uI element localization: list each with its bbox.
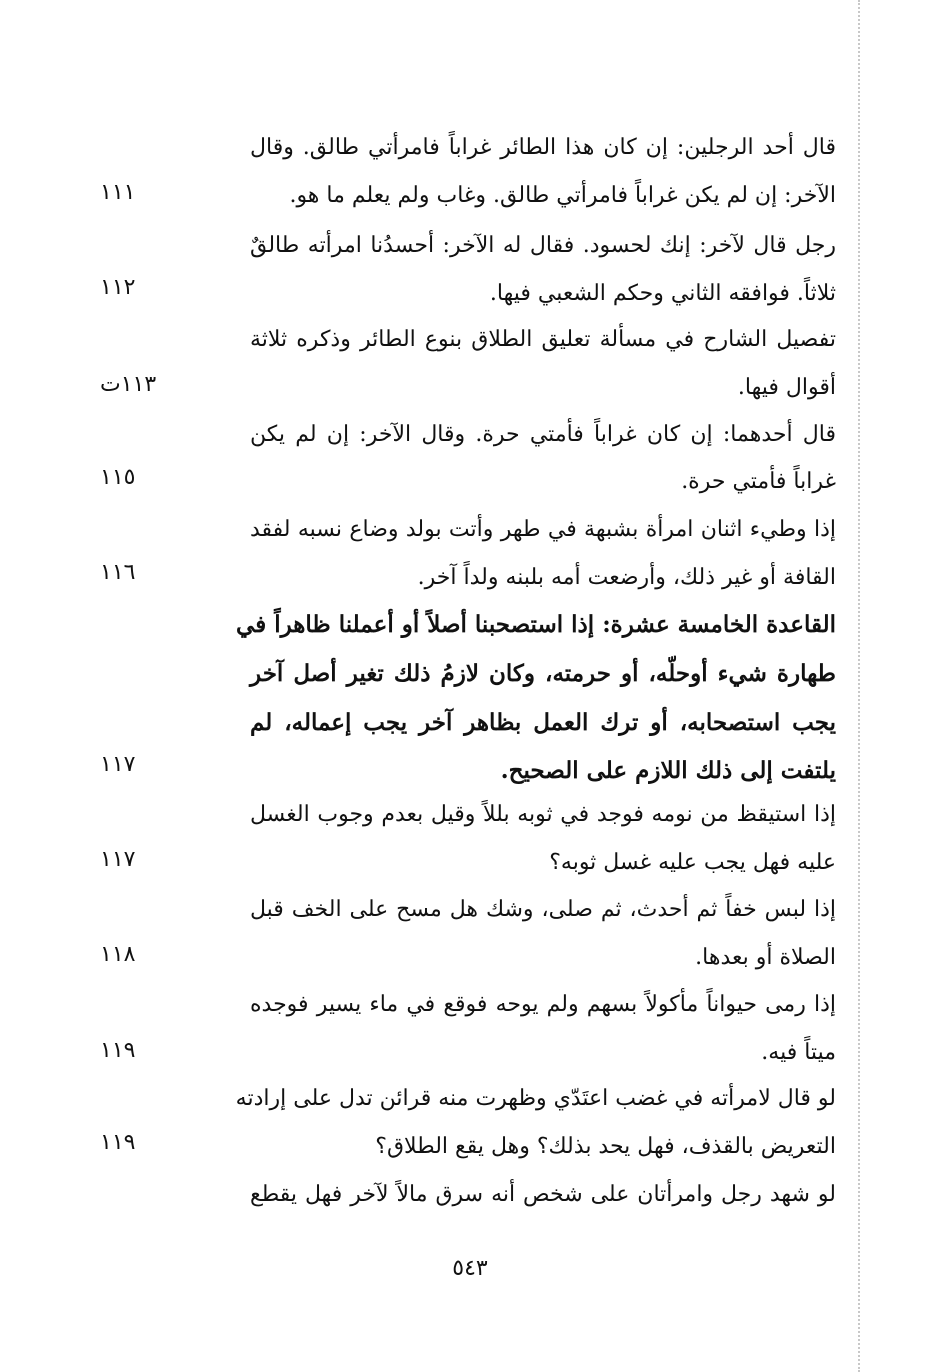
- page-number: ٥٤٣: [452, 1256, 488, 1281]
- entry-line: ثلاثاً. فوافقه الثاني وحكم الشعبي فيها.: [489, 281, 836, 306]
- entry-line: إذا لبس خفاً ثم أحدث، ثم صلى، وشك هل مسح على الخف قبل: [250, 897, 836, 922]
- entry-line: أقوال فيها.: [737, 375, 836, 400]
- entry-line: رجل قال لآخر: إنك لحسود. فقال له الآخر: أحسدُنا امرأته طالقٌ: [250, 233, 836, 258]
- entry-page-ref: ١١٣ت: [100, 372, 157, 397]
- entry-line: الآخر: إن لم يكن غراباً فامرأتي طالق. وغاب ولم يعلم ما هو.: [289, 183, 836, 208]
- binding-edge-dotted-line: [858, 0, 860, 1372]
- rule-heading-line: القاعدة الخامسة عشرة: إذا استصحبنا أصلاً أو أعملنا ظاهراً في: [236, 611, 836, 638]
- entry-line: ميتاً فيه.: [761, 1040, 836, 1065]
- entry-page-ref: ١١٥: [100, 465, 136, 490]
- entry-line: قال أحد الرجلين: إن كان هذا الطائر غراباً فامرأتي طالق. وقال: [250, 135, 836, 160]
- entry-line: القافة أو غير ذلك، وأرضعت أمه بلبنه ولداً آخر.: [417, 565, 836, 590]
- rule-heading-line: يلتفت إلى ذلك اللازم على الصحيح.: [500, 757, 836, 784]
- entry-page-ref: ١١٧: [100, 752, 136, 777]
- entry-line: غراباً فأمتي حرة.: [681, 469, 836, 494]
- entry-page-ref: ١١٩: [100, 1130, 136, 1155]
- entry-page-ref: ١١١: [100, 180, 136, 205]
- entry-page-ref: ١١٨: [100, 942, 136, 967]
- entry-line: عليه فهل يجب عليه غسل ثوبه؟: [549, 850, 836, 875]
- entry-page-ref: ١١٩: [100, 1038, 136, 1063]
- rule-heading-line: طهارة شيء أوحلّه، أو حرمته، وكان لازمُ ذلك تغير أصل آخر: [250, 660, 836, 687]
- rule-heading-line: يجب استصحابه، أو ترك العمل بظاهر آخر يجب إعماله، لم: [250, 709, 836, 736]
- entry-line: تفصيل الشارح في مسألة تعليق الطلاق بنوع الطائر وذكره ثلاثة: [250, 327, 836, 352]
- entry-line: الصلاة أو بعدها.: [695, 945, 836, 970]
- entry-page-ref: ١١٦: [100, 560, 136, 585]
- entry-line: لو شهد رجل وامرأتان على شخص أنه سرق مالاً لآخر فهل يقطع: [250, 1182, 836, 1207]
- entry-page-ref: ١١٢: [100, 275, 136, 300]
- entry-line: قال أحدهما: إن كان غراباً فأمتي حرة. وقال الآخر: إن لم يكن: [250, 422, 836, 447]
- entry-line: إذا استيقظ من نومه فوجد في ثوبه بللاً وقيل بعدم وجوب الغسل: [250, 802, 836, 827]
- entry-line: إذا رمى حيواناً مأكولاً بسهم ولم يوحه فوقع في ماء يسير فوجده: [250, 992, 836, 1017]
- entry-line: إذا وطيء اثنان امرأة بشبهة في طهر وأتت بولد وضاع نسبه لفقد: [250, 517, 836, 542]
- entry-line: لو قال لامرأته في غضب اعتَدّي وظهرت منه قرائن تدل على إرادته: [235, 1086, 836, 1111]
- entry-page-ref: ١١٧: [100, 847, 136, 872]
- entry-line: التعريض بالقذف، فهل يحد بذلك؟ وهل يقع الطلاق؟: [375, 1134, 836, 1159]
